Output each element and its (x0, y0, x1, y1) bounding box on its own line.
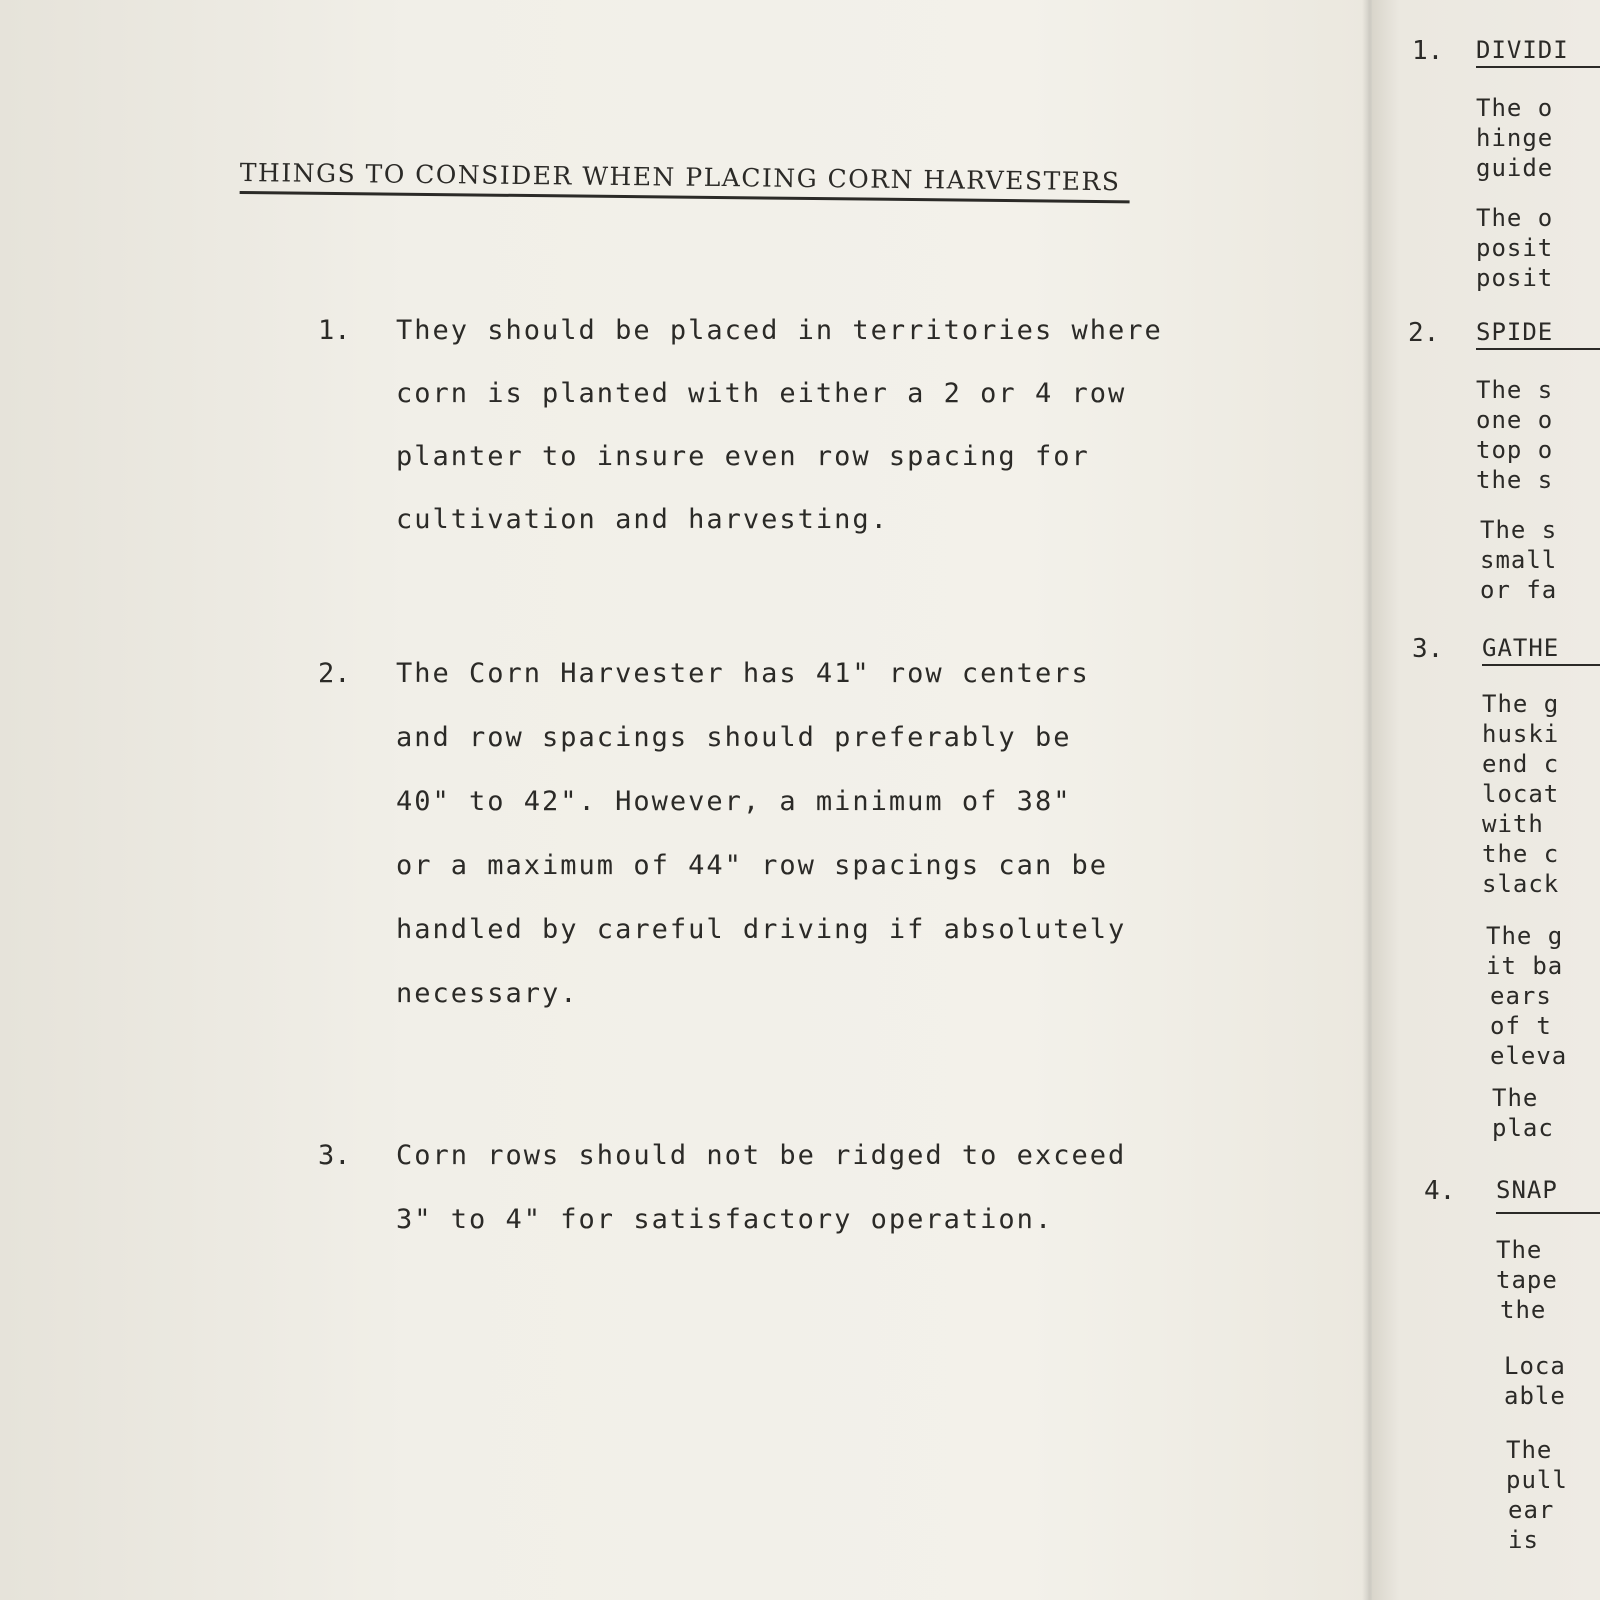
section-number: 1. (1412, 36, 1444, 66)
section-line: ears (1490, 982, 1552, 1010)
section-heading: DIVIDI (1476, 36, 1569, 64)
section-line: is (1508, 1526, 1539, 1554)
item-line: handled by careful driving if absolutely (396, 914, 1127, 945)
item-number: 2. (318, 658, 351, 689)
page-title: THINGS TO CONSIDER WHEN PLACING CORN HARVESTERS (240, 158, 1130, 203)
item-line: They should be placed in territories where (396, 315, 1163, 346)
section-line: it ba (1486, 952, 1564, 980)
heading-underline (1496, 1212, 1600, 1214)
section-line: The o (1476, 94, 1554, 122)
section-line: the s (1476, 466, 1554, 494)
section-line: The (1506, 1436, 1553, 1464)
section-line: top o (1476, 436, 1554, 464)
section-line: small (1480, 546, 1558, 574)
section-line: ear (1508, 1496, 1555, 1524)
section-line: huski (1482, 720, 1560, 748)
section-line: able (1504, 1382, 1566, 1410)
section-heading: GATHE (1482, 634, 1560, 662)
item-line: or a maximum of 44" row spacings can be (396, 850, 1108, 881)
item-line: corn is planted with either a 2 or 4 row (396, 378, 1127, 409)
item-line: planter to insure even row spacing for (396, 441, 1090, 472)
item-line: Corn rows should not be ridged to exceed (396, 1140, 1127, 1171)
section-line: or fa (1480, 576, 1558, 604)
section-line: tape (1496, 1266, 1558, 1294)
section-line: posit (1476, 234, 1554, 262)
item-number: 3. (318, 1140, 351, 1171)
section-line: one o (1476, 406, 1554, 434)
item-line: cultivation and harvesting. (396, 504, 889, 535)
section-line: The s (1476, 376, 1554, 404)
section-line: locat (1482, 780, 1560, 808)
item-number: 1. (318, 315, 351, 346)
item-line: necessary. (396, 978, 579, 1009)
section-line: end c (1482, 750, 1560, 778)
item-line: The Corn Harvester has 41" row centers (396, 658, 1090, 689)
section-line: plac (1492, 1114, 1554, 1142)
section-line: the (1500, 1296, 1547, 1324)
heading-underline (1476, 348, 1600, 350)
section-number: 4. (1424, 1176, 1456, 1206)
section-heading: SPIDE (1476, 318, 1554, 346)
section-line: with (1482, 810, 1544, 838)
section-number: 2. (1408, 318, 1440, 348)
section-line: posit (1476, 264, 1554, 292)
section-line: slack (1482, 870, 1560, 898)
section-line: of t (1490, 1012, 1552, 1040)
section-line: The g (1482, 690, 1560, 718)
section-heading: SNAP (1496, 1176, 1558, 1204)
item-line: 40" to 42". However, a minimum of 38" (396, 786, 1072, 817)
section-line: Loca (1504, 1352, 1566, 1380)
section-line: pull (1506, 1466, 1568, 1494)
section-line: hinge (1476, 124, 1554, 152)
section-line: The o (1476, 204, 1554, 232)
section-line: The (1492, 1084, 1539, 1112)
section-line: guide (1476, 154, 1554, 182)
item-line: 3" to 4" for satisfactory operation. (396, 1204, 1054, 1235)
section-line: eleva (1490, 1042, 1568, 1070)
heading-underline (1482, 664, 1600, 666)
bleed-through-heading (380, 52, 1020, 92)
section-number: 3. (1412, 634, 1444, 664)
section-line: The g (1486, 922, 1564, 950)
heading-underline (1476, 66, 1600, 68)
section-line: The (1496, 1236, 1543, 1264)
section-line: The s (1480, 516, 1558, 544)
item-line: and row spacings should preferably be (396, 722, 1072, 753)
section-line: the c (1482, 840, 1560, 868)
right-page (1372, 0, 1600, 1600)
